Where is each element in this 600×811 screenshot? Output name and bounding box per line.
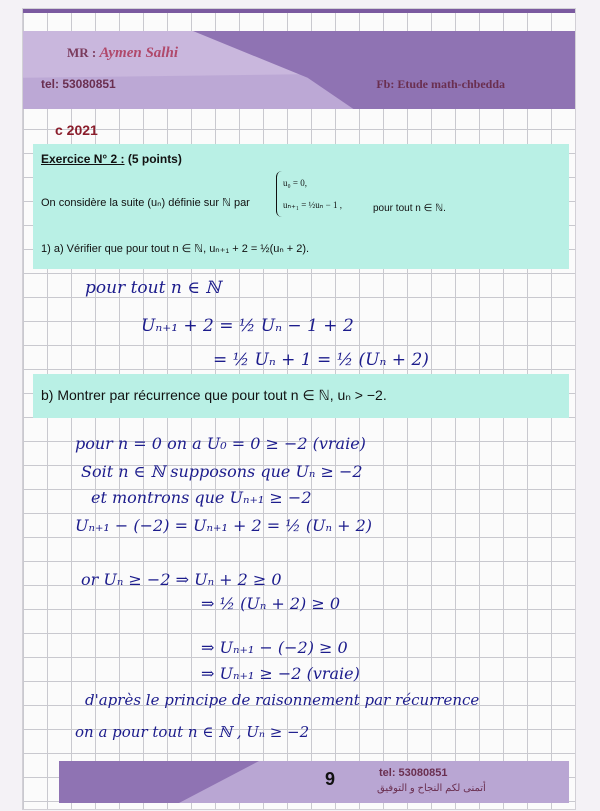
exercise-title: Exercice N° 2 : (5 points) [41,152,182,166]
hw-line-13: on a pour tout n ∈ ℕ , Uₙ ≥ −2 [75,723,310,741]
hw-line-11: ⇒ Uₙ₊₁ ≥ −2 (vraie) [201,664,360,683]
footer-phone: tel: 53080851 [379,767,448,779]
hw-line-8: or Uₙ ≥ −2 ⇒ Uₙ + 2 ≥ 0 [81,570,282,589]
handwritten-solution [23,9,575,809]
hw-line-4: pour n = 0 on a U₀ = 0 ≥ −2 (vraie) [75,434,366,453]
header-facebook: Fb: Etude math-chbedda [376,77,505,91]
exercise-points: (5 points) [127,152,182,166]
page-number: 9 [325,769,336,789]
hw-line-10: ⇒ Uₙ₊₁ − (−2) ≥ 0 [201,638,348,657]
mr-label: MR : [67,45,97,60]
hw-line-2: Uₙ₊₁ + 2 = ½ Uₙ − 1 + 2 [141,316,354,336]
hw-line-1: pour tout n ∈ ℕ [85,278,221,298]
hw-line-3: = ½ Uₙ + 1 = ½ (Uₙ + 2) [213,350,429,370]
exercise-intro: On considère la suite (uₙ) définie sur ℕ par [41,197,250,209]
system-line-2: uₙ₊₁ = ½uₙ − 1 , [283,200,342,210]
hw-line-9: ⇒ ½ (Uₙ + 2) ≥ 0 [201,594,341,613]
worksheet-page [22,8,576,810]
footer-banner [59,761,569,803]
hw-line-12: d'après le principe de raisonnement par récurrence [85,691,480,709]
author-name: Aymen Salhi [99,45,178,61]
hw-line-5: Soit n ∈ ℕ supposons que Uₙ ≥ −2 [81,462,363,481]
question-1a: 1) a) Vérifier que pour tout n ∈ ℕ, uₙ₊₁ + 2 = ½(uₙ + 2). [41,243,310,255]
system-line-1: u₀ = 0, [283,178,307,188]
header-phone: tel: 53080851 [41,77,116,91]
system-quantifier: pour tout n ∈ ℕ. [373,203,446,214]
year-label: c 2021 [55,122,98,138]
question-1b: b) Montrer par récurrence que pour tout n ∈ ℕ, uₙ > −2. [41,387,387,403]
hw-line-7: Uₙ₊₁ − (−2) = Uₙ₊₁ + 2 = ½ (Uₙ + 2) [75,516,373,535]
footer-wish: أتمنى لكم النجاح و التوفيق [377,783,486,794]
hw-line-6: et montrons que Uₙ₊₁ ≥ −2 [91,488,312,507]
